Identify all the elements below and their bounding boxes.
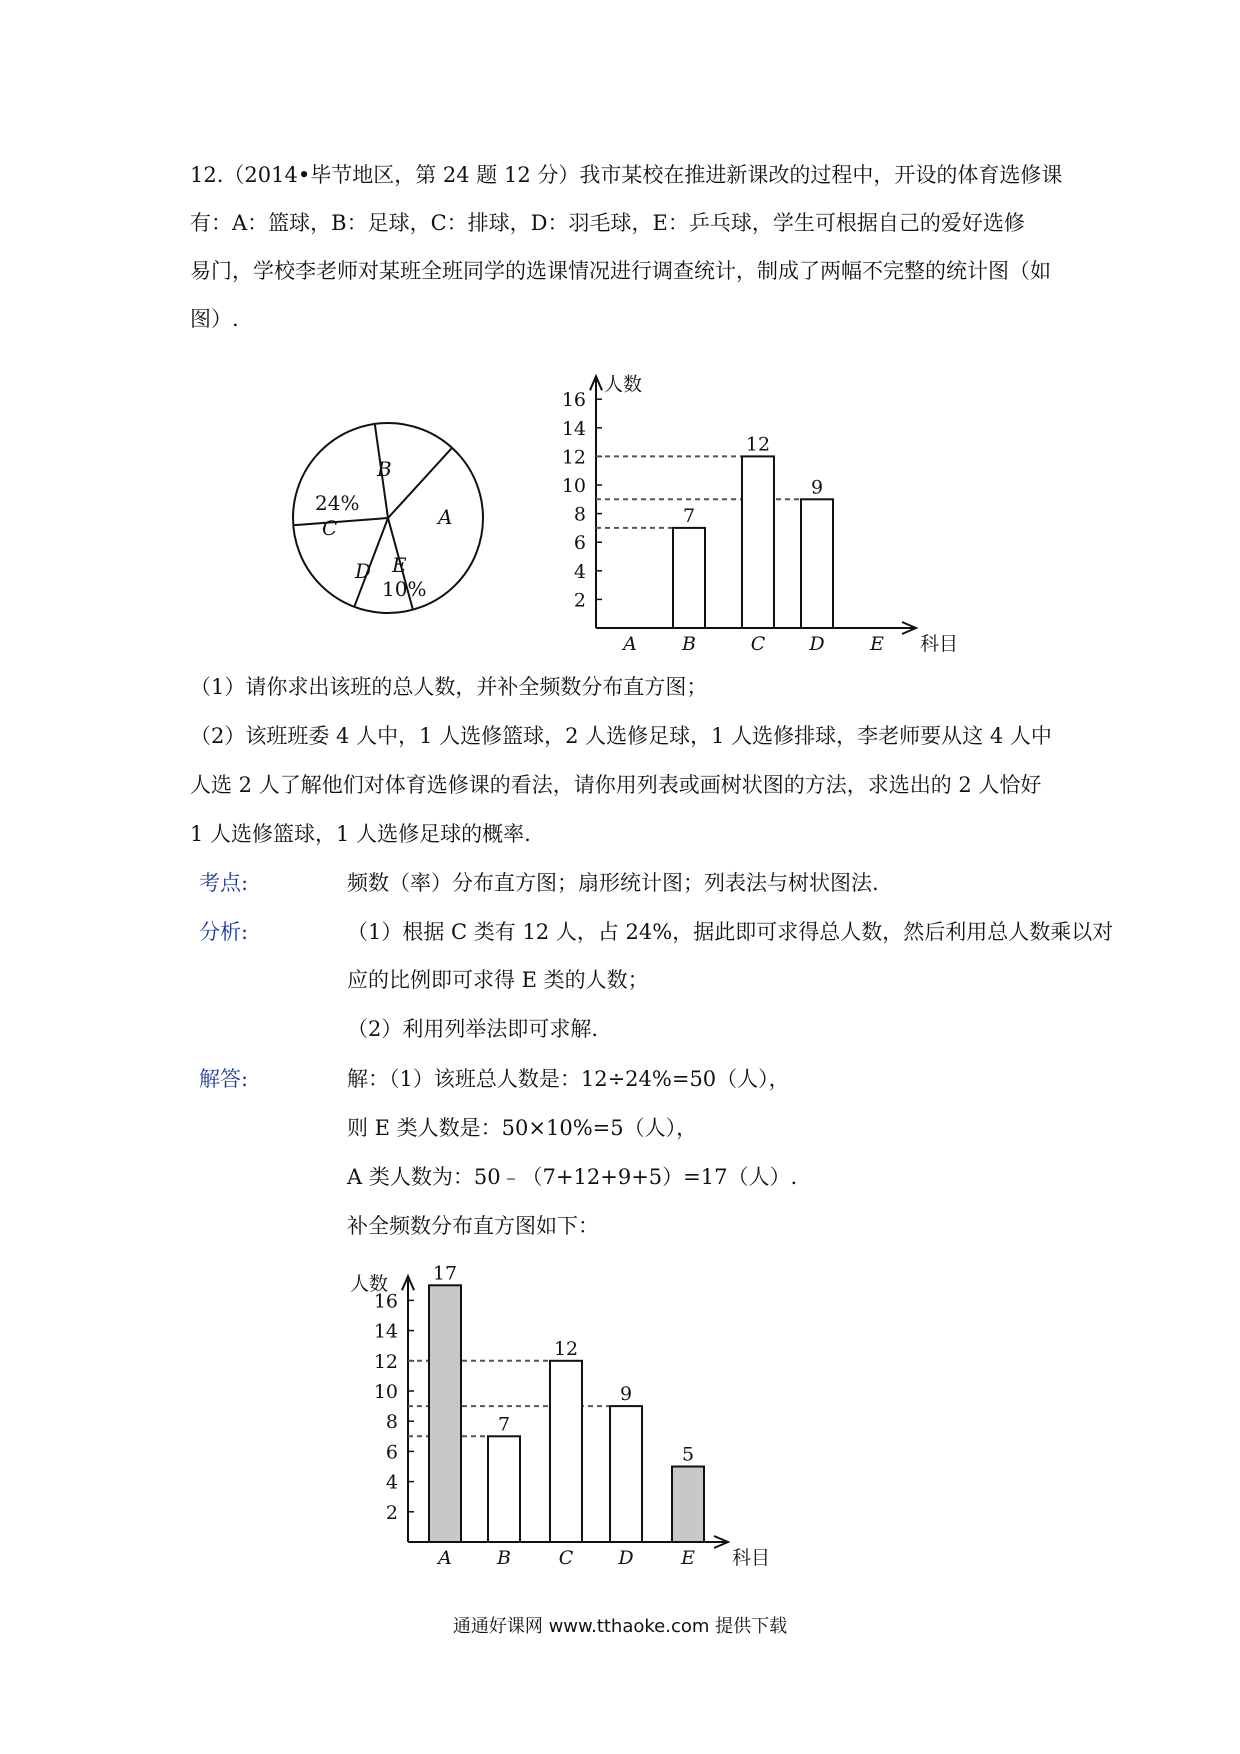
pie-label-E: E [392, 553, 407, 577]
fenxi-line-1: （1）根据 C 类有 12 人，占 24%，据此即可求得总人数，然后利用总人数乘以对 [347, 920, 1114, 944]
question-line-1: （1）请你求出该班的总人数，并补全频数分布直方图； [190, 675, 708, 699]
bar1-xlabel: 科目 [920, 633, 959, 655]
bar1-ylabel: 人数 [604, 373, 643, 396]
bar2-xtick-C: C [558, 1547, 574, 1569]
pie-label-D: D [355, 559, 372, 583]
fenxi-line-2: 应的比例即可求得 E 类的人数； [347, 968, 649, 992]
bar2-value-A: 17 [432, 1262, 458, 1285]
bar1-ytick-label-2: 2 [573, 589, 586, 612]
bar1-ytick-label-4: 4 [573, 560, 586, 583]
bar2-ytick-label-14: 14 [373, 1320, 398, 1343]
bar2-bar-E [672, 1467, 704, 1543]
bar1-bar-D [801, 499, 833, 628]
pie-label-B: B [377, 457, 392, 481]
problem-line-2: 有：A：篮球，B：足球，C：排球，D：羽毛球，E：乒乓球，学生可根据自己的爱好选修 [190, 211, 1025, 235]
bar1-ytick-label-6: 6 [573, 532, 586, 555]
bar1-value-D: 9 [810, 476, 824, 499]
bar2-value-B: 7 [497, 1413, 511, 1436]
bar1-xtick-E: E [870, 633, 884, 655]
fenxi-label: 分析: [199, 920, 249, 944]
bar2-bar-D [610, 1406, 642, 1542]
jieda-line-2: 则 E 类人数是：50×10%=5（人）， [347, 1116, 698, 1140]
bar2-ytick-label-16: 16 [373, 1290, 398, 1313]
bar2-value-C: 12 [553, 1337, 579, 1360]
bar1-bar-B [673, 528, 705, 628]
bar2-xtick-E: E [681, 1547, 695, 1569]
bar1-ytick-label-10: 10 [561, 475, 586, 497]
bar1-value-B: 7 [682, 504, 696, 527]
bar2-value-E: 5 [681, 1443, 695, 1466]
bar2-bar-A [429, 1285, 461, 1542]
problem-line-3: 易门，学校李老师对某班全班同学的选课情况进行调查统计，制成了两幅不完整的统计图（如 [190, 259, 1051, 283]
bar1-xtick-A: A [623, 633, 637, 655]
pie-label-A: A [438, 505, 453, 529]
question-line-3: 人选 2 人了解他们对体育选修课的看法，请你用列表或画树状图的方法，求选出的 2 人恰好 [190, 773, 1042, 797]
bar-chart-partial [562, 373, 958, 655]
pie-label-C: C [322, 516, 338, 540]
bar2-bar-B [488, 1436, 520, 1542]
bar2-xtick-D: D [618, 1547, 634, 1569]
footer: 通通好课网 www.tthaoke.com 提供下载 [452, 1616, 788, 1637]
bar1-ytick-label-14: 14 [561, 417, 586, 440]
bar2-value-D: 9 [619, 1383, 633, 1406]
bar2-xtick-B: B [497, 1547, 511, 1569]
fenxi-line-3: （2）利用列举法即可求解. [347, 1017, 599, 1041]
bar1-xtick-B: B [682, 633, 696, 655]
bar1-value-C: 12 [745, 433, 771, 456]
kaodian-text: 频数（率）分布直方图；扇形统计图；列表法与树状图法. [347, 871, 879, 895]
bar2-xlabel: 科目 [732, 1547, 771, 1569]
jieda-line-1: 解：（1）该班总人数是：12÷24%=50（人）， [347, 1067, 790, 1091]
bar1-bar-C [742, 456, 774, 628]
bar2-ytick-label-6: 6 [385, 1441, 398, 1464]
bar2-ytick-label-10: 10 [373, 1381, 398, 1403]
pie-annotation-c: 24% [315, 491, 360, 515]
bar1-xtick-C: C [750, 633, 766, 655]
pie-annotation-e: 10% [382, 577, 427, 601]
bar1-ytick-label-12: 12 [561, 446, 586, 469]
pie-divider-C [293, 518, 388, 525]
bar2-bar-C [550, 1361, 582, 1542]
bar1-ytick-label-8: 8 [573, 503, 586, 526]
question-line-2: （2）该班班委 4 人中，1 人选修篮球，2 人选修足球，1 人选修排球，李老师要从这 4 人中 [190, 724, 1052, 748]
jieda-label: 解答: [199, 1067, 249, 1091]
kaodian-label: 考点: [199, 871, 249, 895]
bar2-ytick-label-8: 8 [385, 1411, 398, 1434]
bar-chart-complete [350, 1262, 770, 1569]
jieda-line-4: 补全频数分布直方图如下： [347, 1214, 599, 1238]
jieda-line-3: A 类人数为：50﹣（7+12+9+5）=17（人）. [347, 1165, 798, 1189]
bar1-ytick-label-16: 16 [561, 389, 586, 412]
problem-line-1: 12.（2014•毕节地区，第 24 题 12 分）我市某校在推进新课改的过程中，开设的体育选修课 [190, 163, 1063, 187]
pie-chart [293, 423, 483, 613]
problem-line-4: 图）. [190, 307, 239, 331]
bar2-ytick-label-2: 2 [385, 1501, 398, 1524]
question-line-4: 1 人选修篮球，1 人选修足球的概率. [190, 822, 531, 846]
bar2-xtick-A: A [438, 1547, 452, 1569]
bar2-ytick-label-12: 12 [373, 1350, 398, 1373]
bar2-ytick-label-4: 4 [385, 1471, 398, 1494]
bar2-ylabel: 人数 [350, 1273, 389, 1296]
bar1-xtick-D: D [809, 633, 825, 655]
